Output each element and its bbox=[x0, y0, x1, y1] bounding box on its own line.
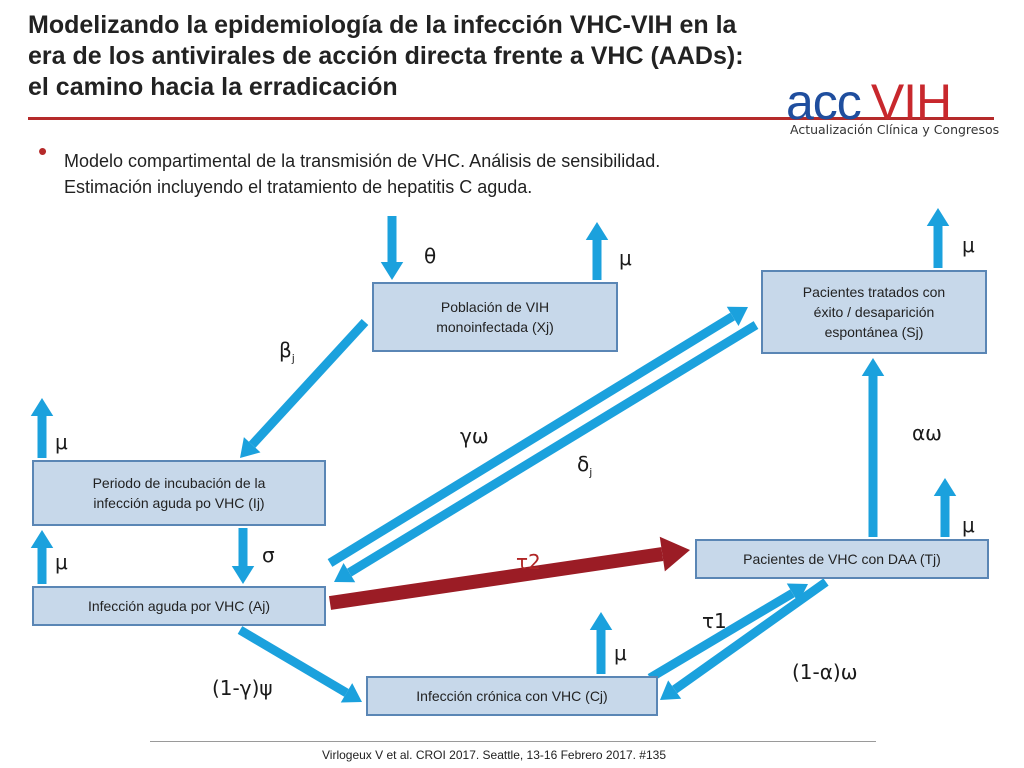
compartment-s-line-3: espontánea (Sj) bbox=[824, 324, 924, 340]
arrow-sigma-i-to-a-head bbox=[232, 566, 255, 584]
title-line-2: era de los antivirales de acción directa frente a VHC (AADs): bbox=[28, 42, 744, 70]
rate-alpha-omega-label: αω bbox=[912, 421, 942, 445]
compartment-s-line-1: Pacientes tratados con bbox=[802, 284, 946, 300]
arrow-mu-out-of-s bbox=[927, 208, 950, 268]
arrow-beta-x-to-i bbox=[240, 322, 365, 458]
arrow-delta-s-to-a-shaft bbox=[349, 325, 756, 573]
rate-beta-symbol: β bbox=[279, 338, 292, 362]
compartment-c-chronic bbox=[366, 676, 658, 716]
subtitle-line-1: Modelo compartimental de la transmisión de VHC. Análisis de sensibilidad. bbox=[64, 151, 661, 171]
rate-beta-label bbox=[279, 338, 295, 365]
bullet-icon: • bbox=[38, 136, 48, 166]
rate-one-minus-alpha-omega-label: (1-α)ω bbox=[792, 660, 858, 684]
compartment-x-monoinfected bbox=[372, 282, 618, 352]
compartment-s-line-2: éxito / desaparición bbox=[813, 304, 935, 320]
rate-tau2-label: τ2 bbox=[516, 550, 541, 574]
rate-one-minus-gamma-psi-label: (1-γ)ψ bbox=[212, 676, 273, 700]
footer-divider bbox=[150, 741, 876, 742]
arrow-mu-out-of-s-head bbox=[927, 208, 950, 226]
rate-mu-t-label: μ bbox=[962, 513, 975, 537]
title-line-1: Modelizando la epidemiología de la infección VHC-VIH en la bbox=[28, 11, 737, 39]
logo-tagline: Actualización Clínica y Congresos bbox=[790, 122, 1000, 137]
arrow-tau2-a-to-t-shaft bbox=[330, 554, 662, 603]
rate-mu-x-label: μ bbox=[619, 246, 632, 270]
arrow-mu-out-of-i-head bbox=[31, 398, 54, 416]
arrow-theta-into-x-head bbox=[381, 262, 404, 280]
compartment-a-line-1: Infección aguda por VHC (Aj) bbox=[87, 598, 271, 614]
arrow-tau1-c-to-t bbox=[650, 584, 808, 678]
arrow-alpha-omega-t-to-s-head bbox=[862, 358, 885, 376]
rate-mu-a-label: μ bbox=[55, 550, 68, 574]
compartment-x-line-1: Población de VIH bbox=[440, 299, 550, 315]
rate-mu-c-label: μ bbox=[614, 641, 627, 665]
rate-beta-subscript: j bbox=[291, 352, 295, 365]
arrow-theta-into-x bbox=[381, 216, 404, 280]
arrow-mu-out-of-x-head bbox=[586, 222, 609, 240]
arrow-beta-x-to-i-shaft bbox=[252, 322, 365, 445]
rate-delta-subscript: j bbox=[589, 466, 593, 479]
arrow-mu-out-of-a bbox=[31, 530, 54, 584]
rate-sigma-label: σ bbox=[262, 543, 275, 567]
rate-tau1-label: τ1 bbox=[702, 609, 727, 633]
arrow-delta-s-to-a bbox=[334, 325, 756, 582]
rate-delta-symbol: δ bbox=[577, 452, 590, 476]
subtitle-line-2: Estimación incluyendo el tratamiento de hepatitis C aguda. bbox=[64, 177, 533, 197]
title-line-3: el camino hacia la erradicación bbox=[28, 73, 398, 101]
rate-gamma-omega-label: γω bbox=[460, 424, 489, 448]
arrow-tau1-c-to-t-shaft bbox=[650, 593, 793, 678]
compartment-c-line-1: Infección crónica con VHC (Cj) bbox=[416, 688, 608, 704]
arrow-gamma-omega-a-to-s-shaft bbox=[330, 316, 733, 563]
compartment-s-treated bbox=[761, 270, 987, 354]
arrow-mu-out-of-x bbox=[586, 222, 609, 280]
compartment-a-acute bbox=[32, 586, 326, 626]
arrow-sigma-i-to-a bbox=[232, 528, 255, 584]
compartment-t-daa bbox=[695, 539, 989, 579]
rate-theta-label: θ bbox=[424, 244, 437, 268]
arrow-tau2-a-to-t-head bbox=[660, 537, 690, 572]
arrow-mu-out-of-t bbox=[934, 478, 957, 537]
rate-mu-s-label: μ bbox=[962, 233, 975, 257]
arrow-mu-out-of-c bbox=[590, 612, 613, 674]
logo-vih-text: VIH bbox=[870, 74, 952, 130]
compartment-x-line-2: monoinfectada (Xj) bbox=[436, 319, 554, 335]
compartment-i-incubation bbox=[32, 460, 326, 526]
arrow-mu-out-of-t-head bbox=[934, 478, 957, 496]
compartment-t-line-1: Pacientes de VHC con DAA (Tj) bbox=[743, 551, 941, 567]
arrow-mu-out-of-a-head bbox=[31, 530, 54, 548]
rate-delta-label bbox=[577, 452, 592, 479]
arrow-mu-out-of-i bbox=[31, 398, 54, 458]
arrow-alpha-omega-t-to-s bbox=[862, 358, 885, 537]
arrow-mu-out-of-c-head bbox=[590, 612, 613, 630]
compartment-i-line-1: Periodo de incubación de la bbox=[92, 475, 266, 491]
compartment-i-line-2: infección aguda po VHC (Ij) bbox=[93, 495, 265, 511]
logo-acc-text: acc bbox=[786, 74, 861, 130]
rate-mu-i-label: μ bbox=[55, 430, 68, 454]
citation: Virlogeux V et al. CROI 2017. Seattle, 13-16 Febrero 2017. #135 bbox=[322, 748, 666, 762]
